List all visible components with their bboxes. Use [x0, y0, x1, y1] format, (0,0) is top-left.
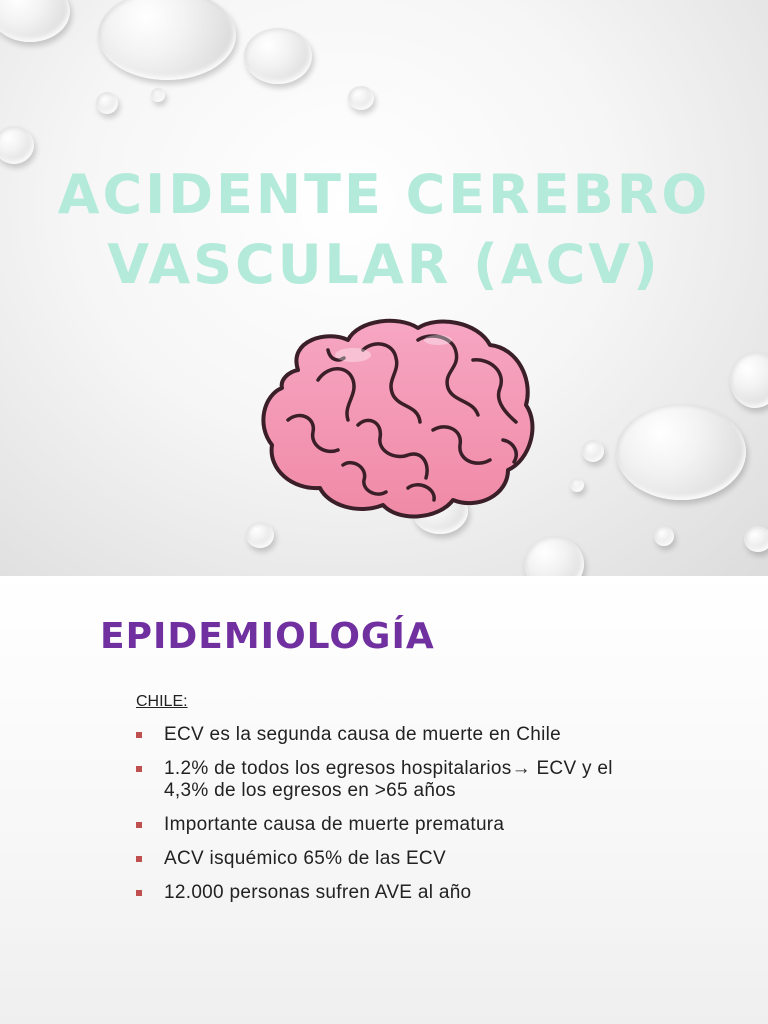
bullet-text: Importante causa de muerte prematura [164, 814, 505, 835]
water-drop [730, 352, 768, 408]
bullet-item [136, 814, 656, 836]
slide-heading: EPIDEMIOLOGÍA [100, 616, 435, 657]
water-drop [244, 28, 312, 84]
bullet-item [136, 758, 656, 802]
bullet-list [136, 724, 656, 916]
bullet-marker-icon [136, 732, 142, 738]
bullet-text: 12.000 personas sufren AVE al año [164, 882, 472, 903]
bullet-item [136, 848, 656, 870]
brain-illustration [258, 310, 540, 525]
bullet-marker-icon [136, 856, 142, 862]
content-slide [0, 576, 768, 1024]
slide-title [0, 160, 768, 300]
bullet-item [136, 724, 656, 746]
bullet-text: ACV isquémico 65% de las ECV [164, 848, 446, 869]
water-drop [0, 0, 70, 42]
water-drop [582, 440, 604, 462]
title-line-2: VASCULAR (ACV) [107, 233, 661, 296]
water-drop [524, 536, 584, 576]
section-subheading: CHILE: [136, 693, 188, 710]
water-drop [96, 92, 118, 114]
water-drop [654, 526, 674, 546]
water-drop [151, 88, 165, 102]
bullet-text: ECV es la segunda causa de muerte en Chile [164, 724, 562, 745]
bullet-marker-icon [136, 890, 142, 896]
title-line-1: ACIDENTE CEREBRO [57, 163, 711, 226]
water-drop [0, 126, 34, 164]
bullet-marker-icon [136, 822, 142, 828]
water-drop [744, 526, 768, 552]
water-drop [570, 478, 584, 492]
bullet-marker-icon [136, 766, 142, 772]
water-drop [348, 86, 374, 110]
bullet-item [136, 882, 656, 904]
bullet-text: 1.2% de todos los egresos hospitalarios→ ECV y el 4,3% de los egresos en >65 años [164, 758, 613, 801]
water-drop [246, 522, 274, 548]
water-drop [98, 0, 236, 80]
water-drop [616, 404, 746, 500]
